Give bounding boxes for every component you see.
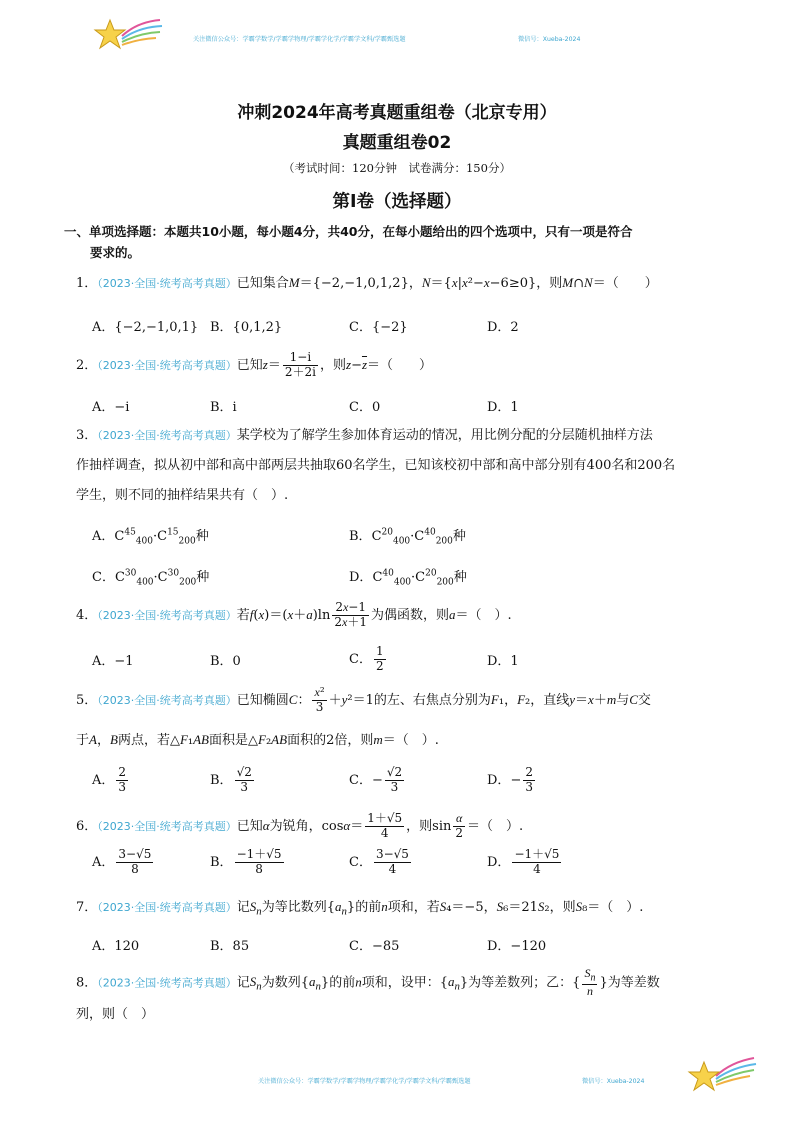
q2-option-a: A．−i [92, 400, 130, 415]
q5-option-c: C．− $\frac{√2}{3}$ [349, 765, 403, 794]
section-heading: 一、单项选择题：本题共10小题，每小题4分，共40分，在每小题给出的四个选项中，只有一项是符合 要求的。 [64, 224, 633, 260]
exam-info: （考试时间：120分钟 试卷满分：150分） [283, 161, 511, 175]
q3-option-d: D．$C^{40}_{400}\cdot C^{20}_{200}$种 [349, 568, 467, 588]
header-text: 关注微信公众号：学霸学数学/学霸学物理/学霸学化学/学霸学文科/学霸甄选题 [193, 36, 406, 43]
footer-star-icon [686, 1050, 758, 1098]
q1-option-b: B．{0,1,2} [210, 320, 283, 335]
question-8: 8．（2023·全国·统考高考真题）记$S_n$为数列$\{a_n\}$的前n项和，设甲：$\{a_n\}$为等差数列；乙：{ $\frac{S_n}{n}$ }为等差数 [76, 966, 660, 998]
q3-option-a: A．$C^{45}_{400}\cdot C^{15}_{200}$种 [92, 527, 209, 547]
question-8-line2: 列，则（ ） [76, 1007, 155, 1022]
q4-option-b: B．0 [210, 654, 241, 669]
q5-option-d: D．− $\frac{2}{3}$ [487, 765, 533, 794]
page-title: 冲刺2024年高考真题重组卷（北京专用） [237, 103, 557, 123]
q4-option-c: C． $\frac{1}{2}$ [349, 644, 384, 673]
q6-option-c: C． $\frac{3-√5}{4}$ [349, 847, 409, 876]
q3-option-b: B．$C^{20}_{400}\cdot C^{40}_{200}$种 [349, 527, 466, 547]
question-1: 1．（2023·全国·统考高考真题）已知集合M＝{−2,−1,0,1,2}，N＝{x|x²−x−6≥0}，则M∩N＝（ ） [76, 275, 658, 291]
q7-option-a: A．120 [92, 939, 140, 954]
q5-option-a: A． $\frac{2}{3}$ [92, 765, 127, 794]
q2-option-d: D．1 [487, 400, 519, 415]
volume-heading: 第Ⅰ卷（选择题） [332, 192, 462, 212]
q2-option-b: B．i [210, 400, 237, 415]
question-5: 5．（2023·全国·统考高考真题）已知椭圆C： $\frac{\text{x²}}{3}$ ＋y²＝1的左、右焦点分别为F₁，F₂，直线y＝x＋m与C交 [76, 685, 651, 714]
question-3: 3．（2023·全国·统考高考真题）某学校为了解学生参加体育运动的情况，用比例分配的分层随机抽样方法 作抽样调查，拟从初中部和高中部两层共抽取60名学生，已知该校初中部和高中部分别有400名和200名 学生，则不同的抽样结果共有（ ）. [76, 428, 676, 503]
q7-option-c: C．−85 [349, 939, 400, 954]
question-5-line2: 于A，B两点，若△F₁AB面积是△F₂AB面积的2倍，则m＝（ ）. [76, 732, 439, 748]
q7-option-b: B．85 [210, 939, 250, 954]
q2-option-c: C．0 [349, 400, 381, 415]
q6-option-a: A． $\frac{3-√5}{8}$ [92, 847, 152, 876]
question-7: 7．（2023·全国·统考高考真题）记$S_n$为等比数列$\{a_n\}$的前n项和，若S₄＝−5，S₆＝21S₂，则S₈＝（ ）. [76, 899, 644, 918]
q6-option-b: B． $\frac{-1+√5}{8}$ [210, 847, 282, 876]
q1-option-d: D．2 [487, 320, 519, 335]
q1-option-c: C．{−2} [349, 320, 408, 335]
q4-option-a: A．−1 [92, 654, 134, 669]
page-subtitle: 真题重组卷02 [342, 133, 452, 153]
question-2: 2．（2023·全国·统考高考真题）已知z＝ $\frac{1-i}{2+2i}$ ，则$z-\overline{z}=$（ ） [76, 350, 433, 379]
footer-text: 关注微信公众号：学霸学数学/学霸学物理/学霸学化学/学霸学文科/学霸甄选题 [258, 1078, 471, 1085]
star-logo-icon [92, 14, 164, 58]
q4-option-d: D．1 [487, 654, 519, 669]
q6-option-d: D． $\frac{-1+√5}{4}$ [487, 847, 560, 876]
footer-wechat-id: 微信号：Xueba-2024 [582, 1078, 645, 1085]
q3-option-c: C．$C^{30}_{400}\cdot C^{30}_{200}$种 [92, 568, 210, 588]
q5-option-b: B． $\frac{√2}{3}$ [210, 765, 252, 794]
q1-option-a: A．{−2,−1,0,1} [92, 320, 199, 335]
question-4: 4．（2023·全国·统考高考真题）若f(x)＝(x＋a)ln $\frac{2x-1}{2x+1}$ 为偶函数，则a＝（ ）. [76, 600, 512, 629]
question-6: 6．（2023·全国·统考高考真题）已知α为锐角，cosα＝ $\frac{1+√5}{4}$ ，则sin $\frac{\alpha}{2}$ ＝（ ）. [76, 811, 524, 840]
header-wechat-id: 微信号：Xueba-2024 [518, 36, 581, 43]
q7-option-d: D．−120 [487, 939, 547, 954]
